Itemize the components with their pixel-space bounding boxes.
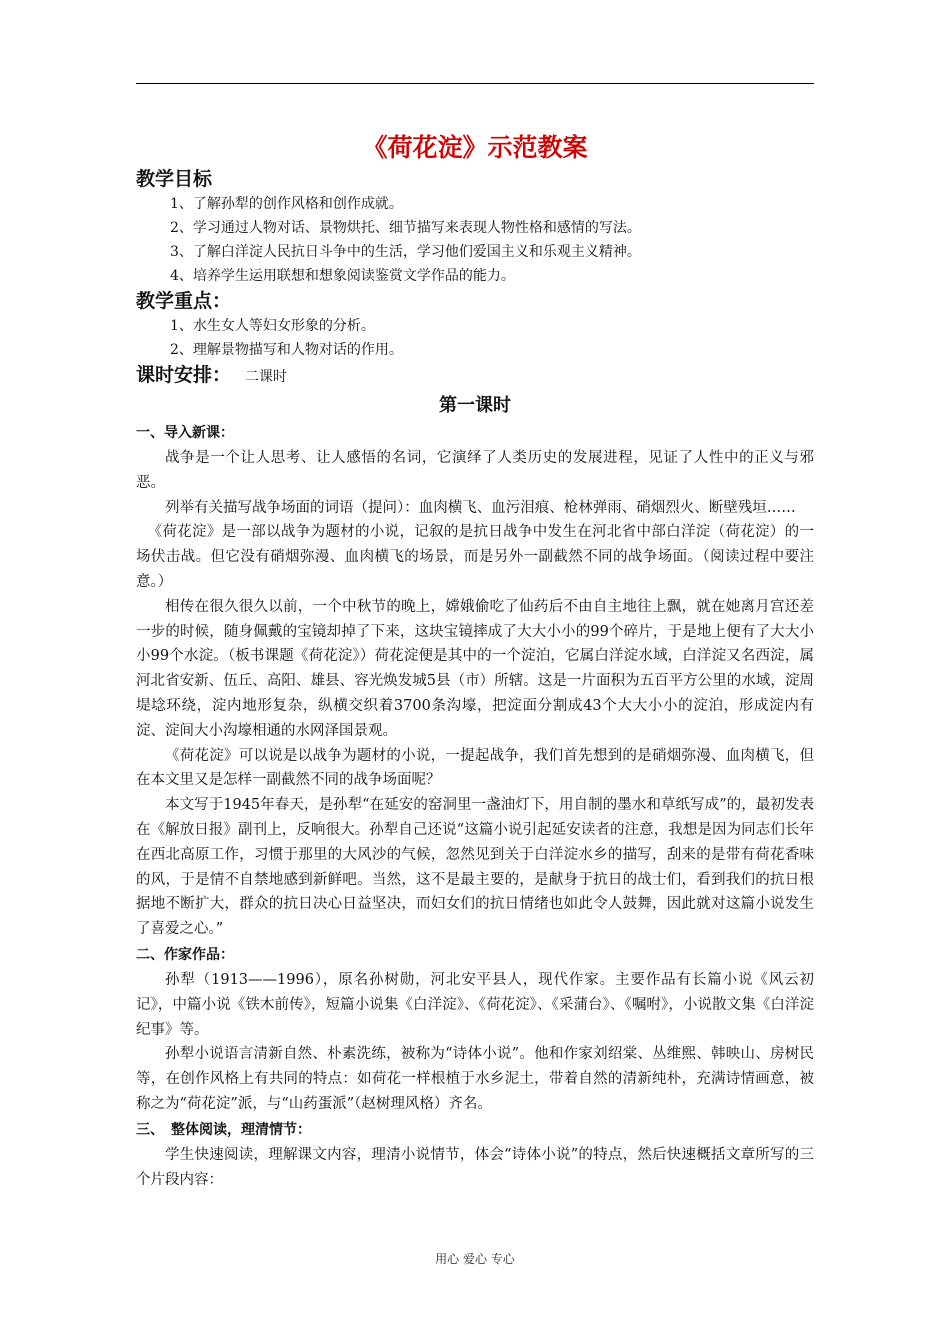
objective-item: 2、学习通过人物对话、景物烘托、细节描写来表现人物性格和感情的写法。 (170, 220, 641, 236)
schedule-value: 二课时 (245, 369, 288, 385)
key-point-item: 2、理解景物描写和人物对话的作用。 (170, 342, 403, 358)
objectives-heading: 教学目标 (136, 168, 213, 190)
header-rule (136, 83, 814, 84)
objective-item: 4、培养学生运用联想和想象阅读鉴赏文学作品的能力。 (170, 268, 515, 284)
schedule-label: 课时安排： (136, 364, 232, 386)
paragraph: 孙犁小说语言清新自然、朴素洗练，被称为“诗体小说”。他和作家刘绍棠、丛维熙、韩映山、房树民等，在创作风格上有共同的特点：如荷花一样根植于水乡泥土，带着自然的清新纯朴，充满诗情画意，被称之为“荷花淀”派，与“山药蛋派”（赵树理风格）齐名。 (136, 1046, 814, 1112)
lesson-heading: 第一课时 (439, 395, 511, 416)
objective-item: 1、了解孙犁的创作风格和创作成就。 (170, 196, 403, 212)
paragraph: 《荷花淀》可以说是以战争为题材的小说，一提起战争，我们首先想到的是硝烟弥漫、血肉横飞，但在本文里又是怎样一副截然不同的战争场面呢？ (136, 747, 814, 789)
section-heading-reading: 三、 整体阅读，理清情节： (136, 1121, 311, 1138)
paragraph: 学生快速阅读，理解课文内容，理清小说情节，体会“诗体小说”的特点，然后快速概括文章所写的三个片段内容： (136, 1146, 814, 1188)
objective-item: 3、了解白洋淀人民抗日斗争中的生活，学习他们爱国主义和乐观主义精神。 (170, 244, 641, 260)
page-footer: 用心 爱心 专心 (435, 1252, 515, 1266)
section-heading-author: 二、作家作品： (136, 946, 234, 963)
document-body (136, 130, 814, 1192)
paragraph: 相传在很久很久以前，一个中秋节的晚上，嫦娥偷吃了仙药后不由自主地往上飘，就在她离月宫还差一步的时候，随身佩戴的宝镜却掉了下来，这块宝镜摔成了大大小小的99个碎片，于是地上便有了大大小小99个水淀。（板书课题《荷花淀》）荷花淀便是其中的一个淀泊，它属白洋淀水域，白洋淀又名西淀，属河北省安新、伍丘、高阳、雄县、容光焕发城5县（市）所辖。这是一片面积为五百平方公里的水域，淀周堤埝环绕，淀内地形复杂，纵横交织着3700条沟壕，把淀面分割成43个大大小小的淀泊，形成淀内有淀、淀间大小沟壕相通的水网泽国景观。 (136, 598, 814, 739)
paragraph: 本文写于1945年春天，是孙犁“在延安的窑洞里一盏油灯下，用自制的墨水和草纸写成”的，最初发表在《解放日报》副刊上，反响很大。孙犁自己还说“这篇小说引起延安读者的注意，我想是因为同志们长年在西北高原工作，习惯于那里的大风沙的气候，忽然见到关于白洋淀水乡的描写，刮来的是带有荷花香味的风，于是情不自禁地感到新鲜吧。当然，这不是最主要的，是献身于抗日的战士们，看到我们的抗日根据地不断扩大，群众的抗日决心日益坚决，而妇女们的抗日情绪也如此令人鼓舞，因此就对这篇小说发生了喜爱之心。” (136, 797, 814, 938)
schedule-heading (136, 362, 814, 390)
paragraph: 战争是一个让人思考、让人感悟的名词，它演绎了人类历史的发展进程，见证了人性中的正义与邪恶。 (136, 450, 814, 491)
paragraph: 孙犁（1913——1996），原名孙树勋，河北安平县人，现代作家。主要作品有长篇小说《风云初记》，中篇小说《铁木前传》，短篇小说集《白洋淀》、《荷花淀》、《采蒲台》、《嘱咐》，小说散文集《白洋淀纪事》等。 (136, 971, 814, 1038)
key-point-item: 1、水生女人等妇女形象的分析。 (170, 318, 375, 334)
section-heading-intro: 一、导入新课： (136, 425, 234, 441)
key-points-heading: 教学重点： (136, 290, 232, 312)
document-title: 《荷花淀》示范教案 (362, 133, 588, 162)
paragraph: 列举有关描写战争场面的词语（提问）：血肉横飞、血污泪痕、枪林弹雨、硝烟烈火、断壁残垣…… (165, 499, 796, 516)
paragraph: 《荷花淀》是一部以战争为题材的小说，记叙的是抗日战争中发生在河北省中部白洋淀（荷花淀）的一场伏击战。但它没有硝烟弥漫、血肉横飞的场景，而是另外一副截然不同的战争场面。（阅读过程中要注意。） (136, 524, 814, 590)
